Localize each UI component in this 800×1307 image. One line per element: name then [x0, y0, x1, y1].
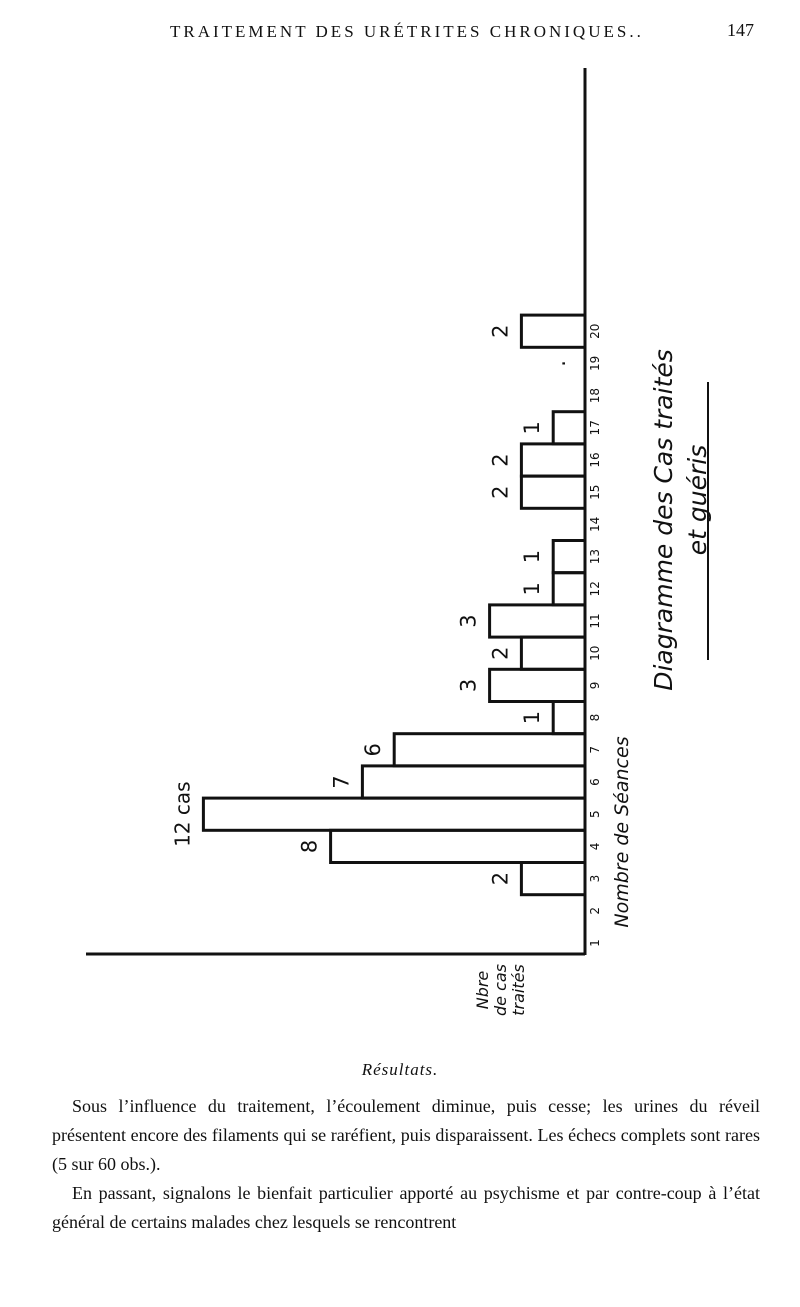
tick-labels-group — [588, 324, 602, 947]
value-label-19: · — [552, 360, 576, 367]
bar-12 — [553, 573, 585, 605]
value-label-12: 1 — [520, 582, 545, 596]
bar-16 — [521, 444, 585, 476]
value-label-17: 1 — [520, 421, 545, 435]
bars-group — [203, 315, 585, 895]
value-label-11: 3 — [456, 614, 481, 628]
value-label-9: 3 — [456, 678, 481, 693]
bar-3 — [521, 863, 585, 895]
tick-label-13: 13 — [588, 548, 602, 565]
tick-label-3: 3 — [588, 874, 602, 883]
x-axis-title: Nombre de Séances — [611, 736, 633, 928]
tick-label-19: 19 — [588, 355, 602, 372]
tick-label-6: 6 — [588, 778, 602, 786]
tick-label-12: 12 — [588, 581, 602, 597]
value-label-16: 2 — [488, 453, 513, 467]
value-label-13: 1 — [520, 549, 545, 564]
bar-7 — [394, 734, 585, 766]
svg-text:Diagramme des Cas traitéset gu: Diagramme des Cas traités et guéris — [649, 349, 712, 691]
running-head: TRAITEMENT DES URÉTRITES CHRONIQUES.. — [170, 22, 644, 41]
bar-6 — [362, 766, 585, 798]
tick-label-5: 5 — [588, 810, 602, 819]
paragraph-2: En passant, signalons le bienfait particulier apporté au psychisme et par contre-coup à l’état général de certains malades chez lesquels se rencontrent — [52, 1183, 760, 1232]
bar-8 — [553, 702, 585, 734]
bar-20 — [521, 315, 585, 347]
value-label-5: 12 cas — [170, 781, 195, 847]
tick-label-11: 11 — [588, 613, 602, 629]
tick-label-16: 16 — [588, 452, 602, 468]
bar-15 — [521, 476, 585, 508]
tick-label-17: 17 — [588, 420, 602, 436]
value-label-20: 2 — [488, 324, 513, 338]
tick-label-2: 2 — [588, 906, 602, 915]
tick-label-1: 1 — [588, 939, 602, 947]
bar-9 — [490, 669, 585, 701]
value-label-6: 7 — [329, 775, 354, 789]
tick-label-18: 18 — [588, 387, 602, 404]
figure-caption: Résultats. — [361, 1060, 439, 1079]
tick-label-20: 20 — [588, 323, 602, 339]
value-label-15: 2 — [488, 485, 513, 499]
page-number: 147 — [727, 20, 754, 40]
bar-4 — [331, 830, 585, 862]
body-text — [52, 1092, 760, 1237]
y-axis-title — [473, 964, 528, 1016]
tick-label-9: 9 — [588, 681, 602, 690]
bar-17 — [553, 412, 585, 444]
tick-label-15: 15 — [588, 484, 602, 500]
value-label-3: 2 — [488, 871, 513, 886]
diagram-title — [649, 349, 712, 691]
tick-label-4: 4 — [588, 842, 602, 851]
value-label-10: 2 — [488, 646, 513, 660]
svg-text:Nbrede castraités: Nbrede castraités — [473, 963, 528, 1017]
value-label-4: 8 — [297, 839, 322, 854]
bar-10 — [521, 637, 585, 669]
tick-label-8: 8 — [588, 713, 602, 722]
bar-5 — [203, 798, 585, 830]
tick-label-14: 14 — [588, 516, 602, 533]
bar-13 — [553, 541, 585, 573]
bar-11 — [490, 605, 585, 637]
tick-label-10: 10 — [588, 645, 602, 661]
paragraph-1: Sous l’influence du traitement, l’écoulement diminue, puis cesse; les urines du réveil présentent encore des filaments qui se raréfient, puis disparaissent. Les échecs complets sont rares (5 sur 60 obs.). — [52, 1096, 760, 1174]
value-label-8: 1 — [520, 710, 545, 725]
value-label-7: 6 — [361, 743, 386, 757]
tick-label-7: 7 — [588, 745, 602, 754]
